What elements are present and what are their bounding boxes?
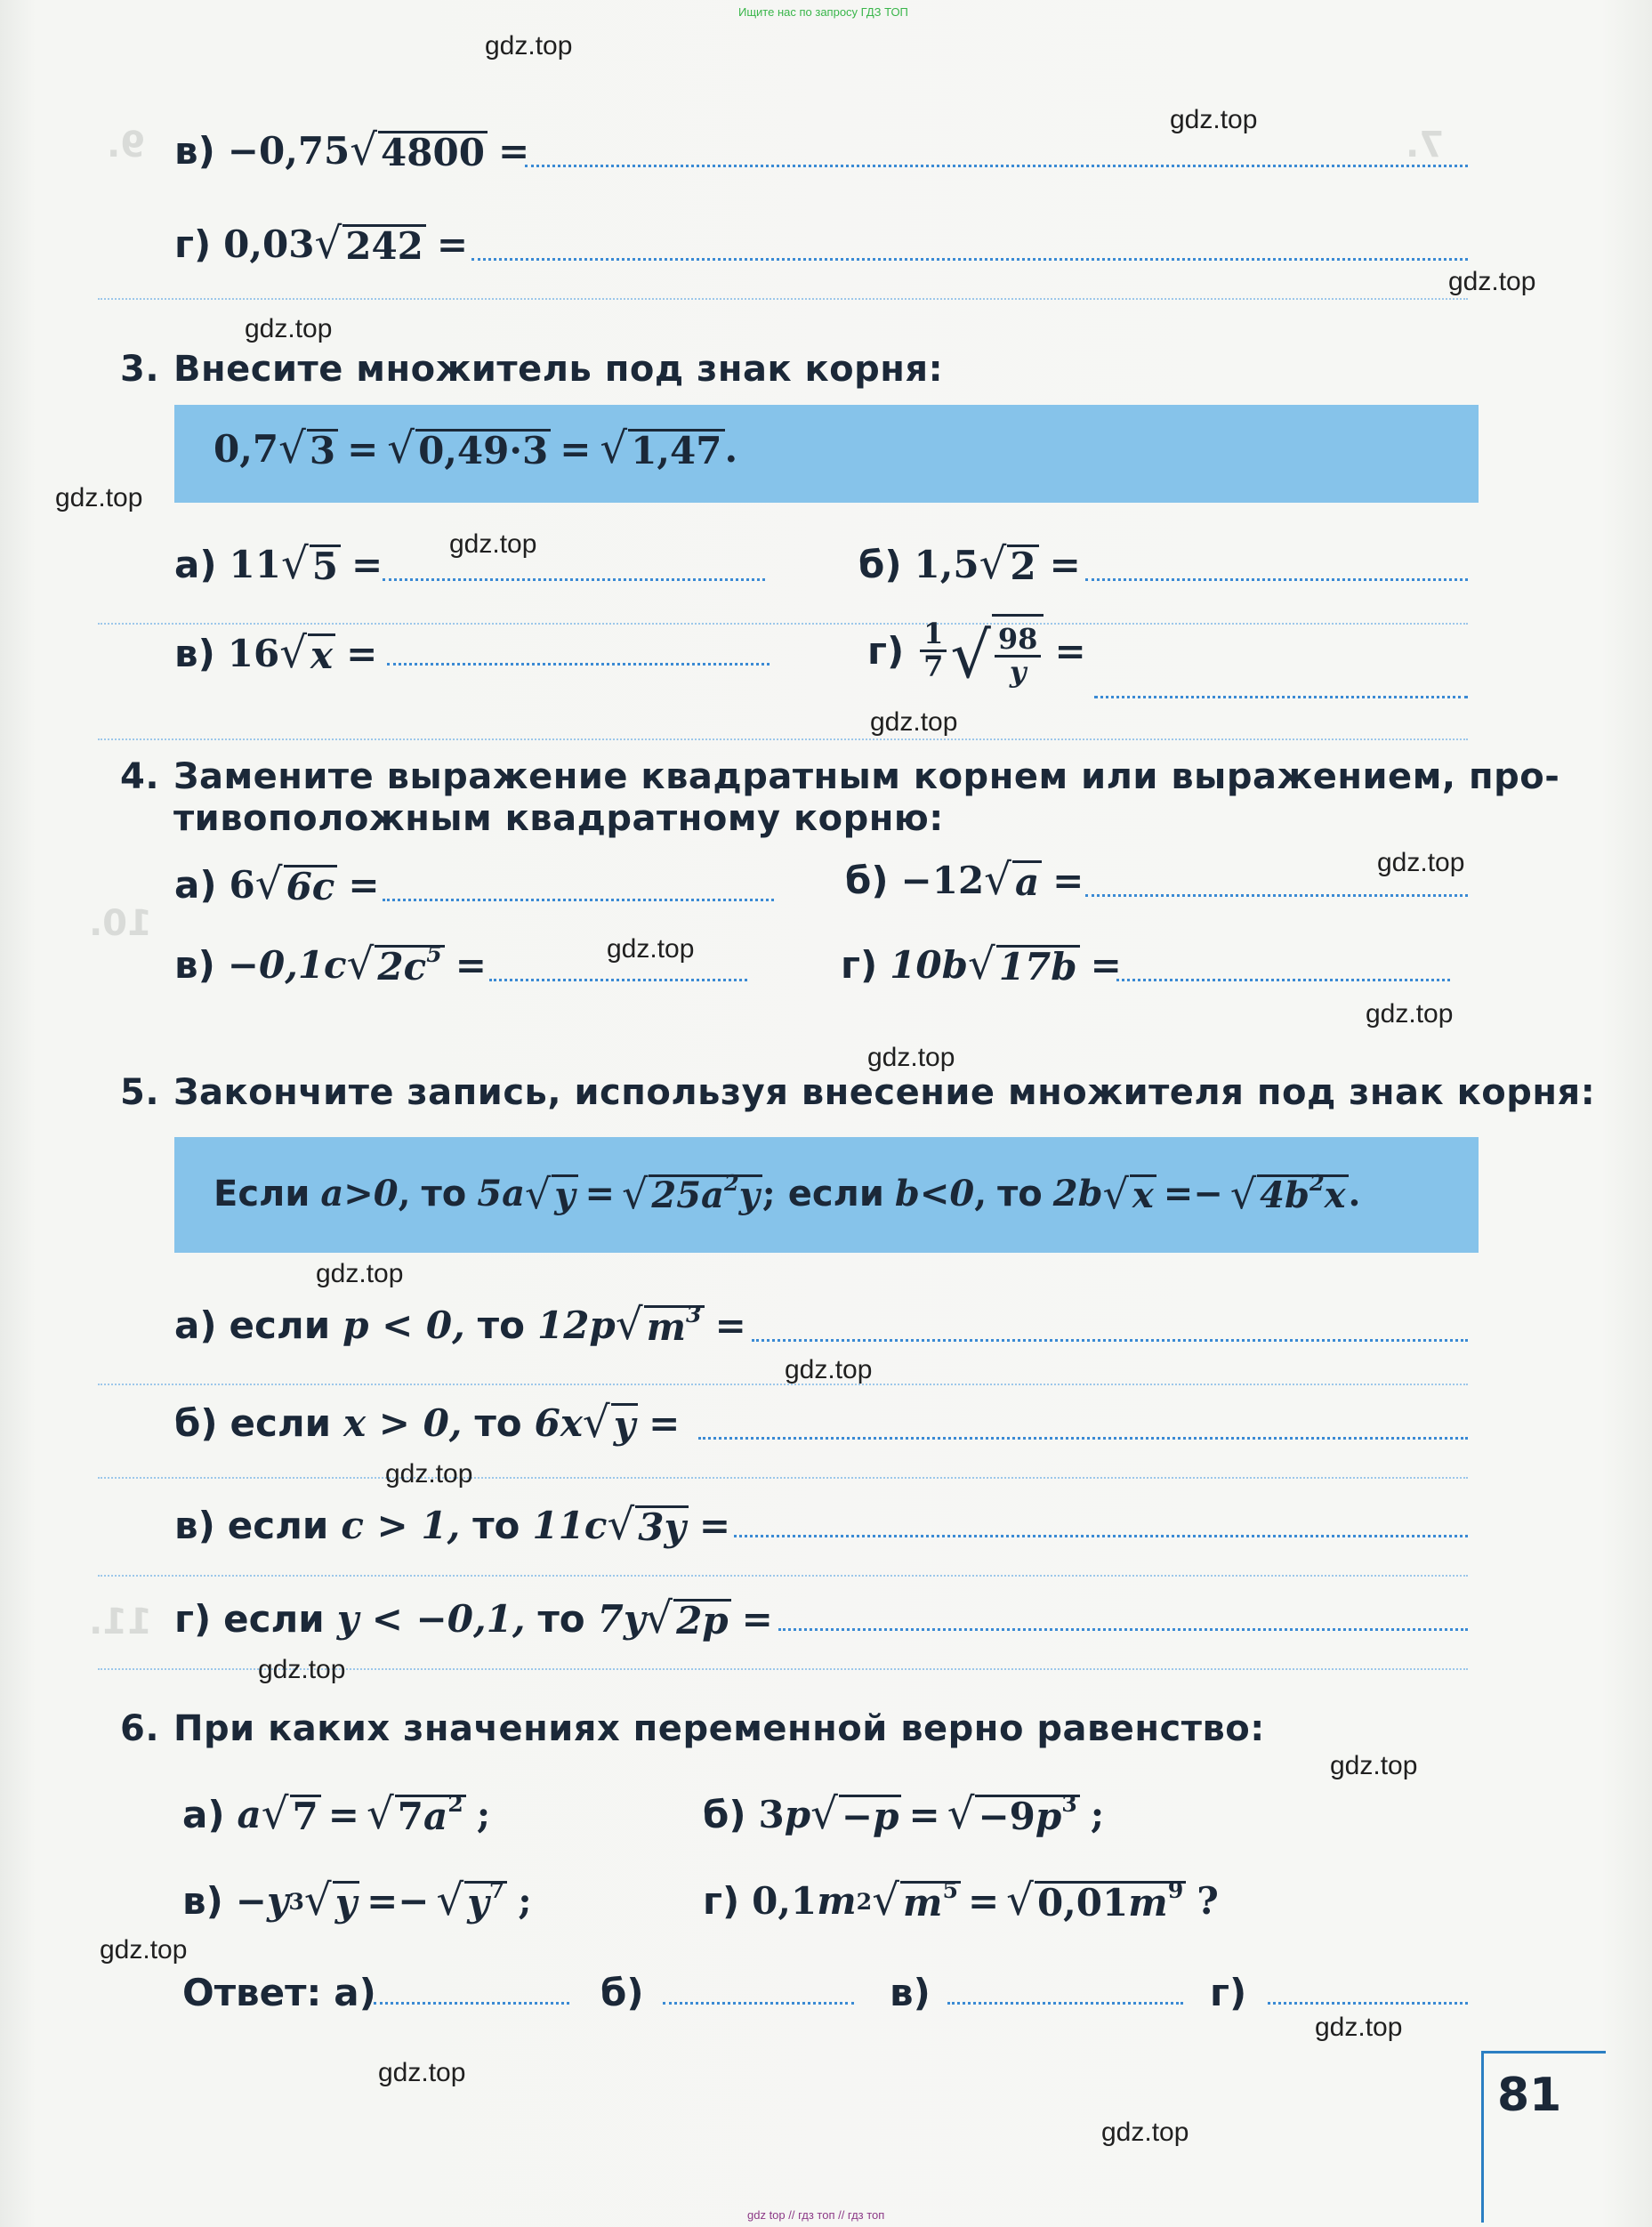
answer-a-line[interactable] [374,2002,569,2005]
answer-line[interactable] [387,663,770,666]
watermark: gdz.top [245,314,333,343]
watermark: gdz.top [1101,2118,1189,2147]
answer-line[interactable] [1094,696,1468,698]
answer-b-line[interactable] [663,2002,854,2005]
watermark: gdz.top [100,1935,188,1965]
watermark: gdz.top [485,31,573,61]
bottom-site-note: gdz top // гдз топ // гдз топ [747,2208,885,2222]
item-label: г) [174,222,212,266]
task5-v: в) если c > 1, то 11c √ 3y = [174,1500,731,1551]
sqrt-expression: √ 4800 [350,129,488,172]
task6-answer-v: в) [890,1971,931,2014]
task6-a: а) a √ 7 = √ $7a^2$ ; [182,1789,491,1840]
task4-heading-line2: тивоположным квадратному корню: [173,798,944,839]
task4-b: б) −12 √ a = [845,855,1084,906]
answer-line[interactable] [778,1628,1468,1631]
task4-a: а) 6 √ 6c = [174,859,380,910]
solution-line[interactable] [98,1384,1468,1385]
task5-example: Если a>0 , то 5a √ y = √ $25a^2y$ ; если b<0 , то 2b √ x =− √ $4b^2x$ . [214,1169,1361,1218]
task3-heading [120,349,943,390]
task2-v: в) −0,75 √ 4800 = [174,125,530,176]
answer-line[interactable] [1085,894,1468,897]
task6-v: в) − y 3 √ y =− √ $y^7$ ; [182,1876,532,1926]
watermark: gdz.top [1330,1751,1418,1780]
task5-a: а) если p < 0, то 12p √ $m^3$ = [174,1300,746,1351]
answer-line[interactable] [489,979,747,981]
watermark: gdz.top [607,934,695,964]
watermark: gdz.top [1366,999,1454,1029]
task6-answer: Ответ: а) [182,1971,376,2014]
ghost-text: 10. [89,903,152,944]
task3-b: б) 1,5 √ 2 = [858,539,1081,590]
sqrt-expression: √ 242 [314,222,425,265]
watermark: gdz.top [449,529,537,559]
ghost-text: 11. [89,1602,152,1642]
task4-heading: 4. Замените выражение квадратным корнем или выражением, про- [120,756,1560,797]
watermark: gdz.top [1315,2013,1403,2042]
page-number: 81 [1497,2069,1562,2122]
watermark: gdz.top [378,2058,466,2087]
task2-g: г) 0,03 √ 242 = [174,219,469,270]
task4-v: в) −0,1c √ $2c^5$ = [174,940,487,990]
task6-answer-g: г) [1210,1971,1247,2014]
task3-a: а) 11 √ 5 = [174,539,383,590]
answer-g-line[interactable] [1268,2002,1468,2005]
answer-line[interactable] [383,578,765,581]
answer-line[interactable] [1116,979,1450,981]
task-title: Внесите множитель под знак корня: [173,349,944,390]
answer-line[interactable] [698,1437,1468,1440]
answer-label: Ответ: [182,1971,322,2014]
answer-line[interactable] [1085,578,1468,581]
watermark: gdz.top [1170,105,1258,134]
solution-line[interactable] [98,298,1468,300]
top-site-note: Ищите нас по запросу ГДЗ ТОП [738,5,908,19]
solution-line[interactable] [98,1575,1468,1577]
task4-g: г) 10b √ 17b = [841,940,1122,990]
watermark: gdz.top [785,1355,873,1384]
watermark: gdz.top [1448,267,1536,296]
watermark: gdz.top [316,1259,404,1288]
task6-answer-b: б) [600,1971,644,2014]
solution-line[interactable] [98,738,1468,740]
answer-line[interactable] [471,258,1468,261]
task3-example: 0,7 √ 3 = √ 0,49·3 = √ 1,47 . [214,424,738,474]
answer-line[interactable] [383,899,774,901]
task6-heading: 6. При каких значениях переменной верно равенство: [120,1708,1265,1749]
watermark: gdz.top [1377,848,1465,877]
answer-line[interactable] [525,165,1468,167]
item-label: в) [174,129,215,173]
task5-heading: 5. Закончите запись, используя внесение множителя под знак корня: [120,1072,1596,1113]
solution-line[interactable] [98,623,1468,625]
watermark: gdz.top [55,483,143,512]
ghost-text: 9. [107,125,146,165]
ghost-text: 7. [1406,125,1445,165]
task5-g: г) если y < −0,1, то 7y √ 2p = [174,1594,773,1644]
watermark: gdz.top [870,707,958,737]
solution-line[interactable] [98,1477,1468,1479]
task6-g: г) 0,1 m 2 √ $m^5$ = √ $0,01m^9$ ? [703,1876,1219,1926]
watermark: gdz.top [258,1655,346,1684]
watermark: gdz.top [867,1043,955,1072]
coefficient: −0,75 [227,129,351,173]
coefficient: 0,03 [223,222,315,266]
task-number: 3. [120,349,160,390]
answer-line[interactable] [734,1535,1468,1537]
answer-v-line[interactable] [947,2002,1183,2005]
task5-b: б) если x > 0, то 6x √ y = [174,1398,681,1448]
task3-v: в) 16 √ x = [174,628,378,679]
watermark: gdz.top [385,1459,473,1489]
task6-b: б) 3 p √ −p = √ $-9p^3$ ; [703,1789,1105,1840]
answer-line[interactable] [752,1339,1468,1342]
task3-g: г) $\frac{1}{7}$ √ $\frac{98}{y}$ = [867,614,1086,687]
